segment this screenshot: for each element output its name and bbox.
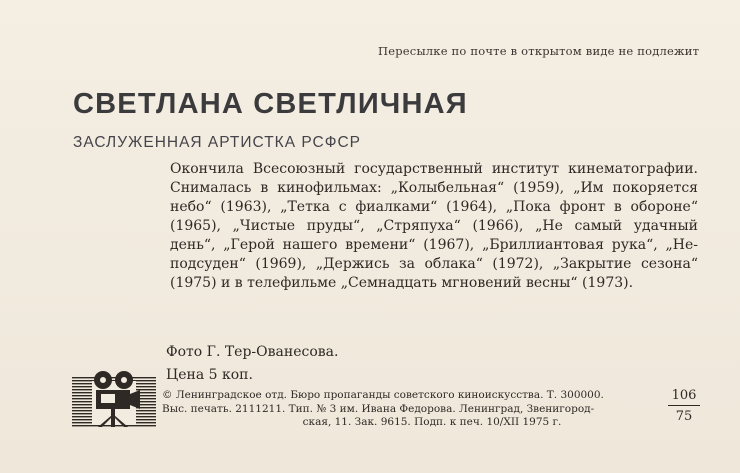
photo-credit: Фото Г. Тер-Ованесова. xyxy=(166,344,339,360)
price: Цена 5 коп. xyxy=(166,367,253,383)
biography xyxy=(170,160,698,293)
fraction-bar xyxy=(668,405,700,406)
film-camera-logo-icon xyxy=(72,368,156,428)
postal-note: Пересылке по почте в открытом виде не подлежит xyxy=(378,44,700,58)
bio-line: Снималась в кинофильмах: „Колыбельная“ (1959), „Им покоряется xyxy=(170,180,698,196)
actress-name: СВЕТЛАНА СВЕТЛИЧНАЯ xyxy=(73,88,468,120)
imprint-line: Выс. печать. 2111211. Тип. № 3 им. Ивана Федорова. Ленинград, Звенигород- xyxy=(162,402,595,415)
bio-line: (1975) и в телефильме „Семнадцать мгновений весны“ (1973). xyxy=(170,275,634,291)
catalog-code-bottom: 75 xyxy=(675,409,693,424)
bio-line: день“, „Герой нашего времени“ (1967), „Бриллиантовая рука“, „Не- xyxy=(170,237,698,253)
bio-line: небо“ (1963), „Тетка с фиалками“ (1964), „Пока фронт в обороне“ xyxy=(170,199,698,215)
bio-line: Окончила Всесоюзный государственный институт кинематографии. xyxy=(170,161,698,177)
bio-line: (1965), „Чистые пруды“, „Стряпуха“ (1966), „Не самый удачный xyxy=(170,218,698,234)
imprint xyxy=(162,389,662,430)
catalog-code xyxy=(668,388,700,424)
bio-line: подсуден“ (1969), „Держись за облака“ (1972), „Закрытие сезона“ xyxy=(170,256,698,272)
catalog-code-top: 106 xyxy=(671,388,697,403)
imprint-line: ская, 11. Зак. 9615. Подп. к печ. 10/XII 1975 г. xyxy=(302,416,562,428)
honorary-title: ЗАСЛУЖЕННАЯ АРТИСТКА РСФСР xyxy=(73,134,362,151)
imprint-line: © Ленинградское отд. Бюро пропаганды советского киноискусства. Т. 300000. xyxy=(162,389,604,401)
